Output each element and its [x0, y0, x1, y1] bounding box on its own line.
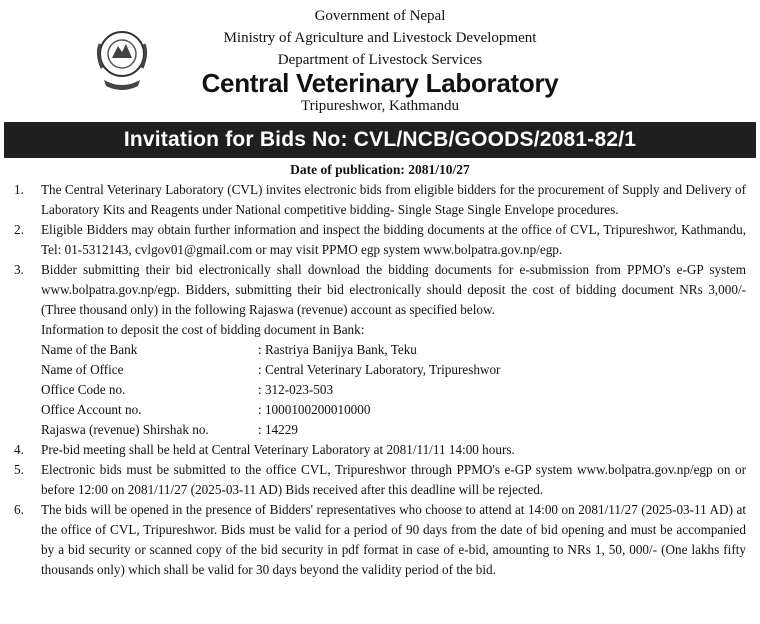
- list-item: [14, 500, 746, 580]
- bank-row-value: : 14229: [258, 422, 298, 437]
- bank-row: [41, 360, 746, 380]
- bank-row: [41, 400, 746, 420]
- bank-row-value: : Central Veterinary Laboratory, Tripureshwor: [258, 362, 501, 377]
- item-number: 1.: [14, 182, 24, 197]
- bank-row-value: : 1000100200010000: [258, 402, 371, 417]
- list-item: [14, 180, 746, 220]
- bank-details: [41, 340, 746, 440]
- item-text: Electronic bids must be submitted to the office CVL, Tripureshwor through PPMO's e-GP system www.bolpatra.gov.np/egp on or before 12:00 on 2081/11/27 (2025-03-11 AD) Bids received after this deadline will be rejected.: [41, 462, 746, 497]
- nepal-emblem-icon: [94, 24, 150, 96]
- list-item: [14, 260, 746, 440]
- item-text: The Central Veterinary Laboratory (CVL) invites electronic bids from eligible bidders for the procurement of Supply and Delivery of Laboratory Kits and Reagents under National competitive bidding- Single Stage Single Envelope procedures.: [41, 182, 746, 217]
- notice-header: [0, 0, 760, 118]
- item-number: 6.: [14, 502, 24, 517]
- bank-row-label: Office Code no.: [41, 382, 126, 397]
- bank-row: [41, 420, 746, 440]
- item-text: Pre-bid meeting shall be held at Central Veterinary Laboratory at 2081/11/11 14:00 hours.: [41, 442, 515, 457]
- item-text: Eligible Bidders may obtain further information and inspect the bidding documents at the office of CVL, Tripureshwor, Kathmandu, Tel: 01-5312143, cvlgov01@gmail.com or may visit PPMO egp system www.bolpatra.gov.np/egp.: [41, 222, 746, 257]
- location-line: Tripureshwor, Kathmandu: [301, 98, 459, 114]
- item-text: The bids will be opened in the presence of Bidders' representatives who choose to attend at 14:00 on 2081/11/27 (2025-03-11 AD) at the office of CVL, Tripureshwor. Bids must be valid for a period of 90 days from the date of bid opening and must be accompanied by a bid security or scanned copy of the bid security in pdf format in case of e-bid, amounting to NRs 1, 50, 000/- (One lakhs fifty thousands only) which shall be valid for 30 days beyond the validity period of the bid.: [41, 502, 746, 577]
- bank-row-label: Name of the Bank: [41, 342, 138, 357]
- item-number: 4.: [14, 442, 24, 457]
- item-text: Bidder submitting their bid electronically shall download the bidding documents for e-submission from PPMO's e-GP system www.bolpatra.gov.np/egp. Bidders, submitting their bid electronically should deposit the cost of bidding document NRs 3,000/- (Three thousand only) in the following Rajaswa (revenue) account as specified below.: [41, 262, 746, 317]
- bank-row-value: : 312-023-503: [258, 382, 334, 397]
- list-item: [14, 460, 746, 500]
- list-item: [14, 220, 746, 260]
- bank-row-label: Name of Office: [41, 362, 124, 377]
- laboratory-name: Central Veterinary Laboratory: [201, 68, 559, 98]
- bank-row-value: : Rastriya Banijya Bank, Teku: [258, 342, 417, 357]
- item-number: 5.: [14, 462, 24, 477]
- item-number: 2.: [14, 222, 24, 237]
- government-line: Government of Nepal: [314, 8, 446, 24]
- item-number: 3.: [14, 262, 24, 277]
- bank-row-label: Office Account no.: [41, 402, 142, 417]
- bank-row-label: Rajaswa (revenue) Shirshak no.: [41, 422, 209, 437]
- notice-body: [14, 180, 746, 580]
- list-item: [14, 440, 746, 460]
- bank-info-heading: Information to deposit the cost of bidding document in Bank:: [41, 322, 365, 337]
- bank-row: [41, 340, 746, 360]
- bid-title-banner: Invitation for Bids No: CVL/NCB/GOODS/2081-82/1: [4, 122, 756, 158]
- department-line: Department of Livestock Services: [277, 52, 483, 68]
- publication-date: Date of publication: 2081/10/27: [290, 162, 470, 177]
- ministry-line: Ministry of Agriculture and Livestock Development: [223, 30, 537, 46]
- bank-row: [41, 380, 746, 400]
